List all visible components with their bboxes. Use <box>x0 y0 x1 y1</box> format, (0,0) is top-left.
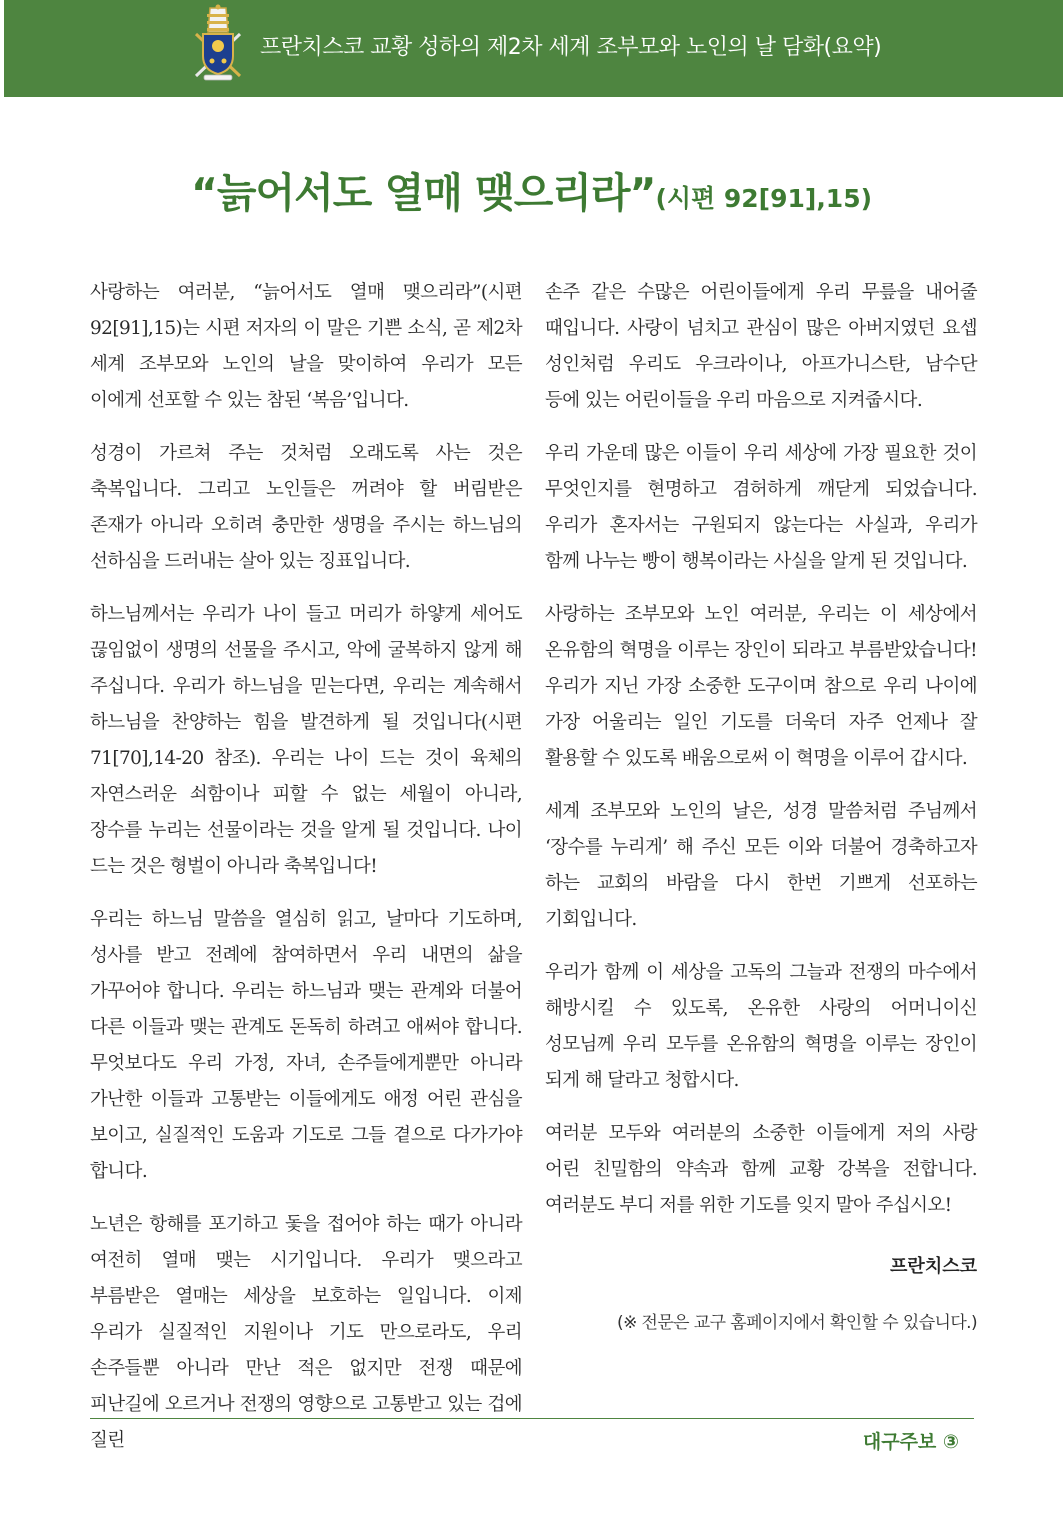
paragraph: 성경이 가르쳐 주는 것처럼 오래도록 사는 것은 축복입니다. 그리고 노인들은 꺼려야 할 버림받은 존재가 아니라 오히려 충만한 생명을 주시는 하느님의 선하심을 드러내는 살아 있는 징표입니다. <box>90 443 522 572</box>
left-column <box>90 275 522 1476</box>
footer-divider <box>90 1418 974 1419</box>
paragraph: 세계 조부모와 노인의 날은, 성경 말씀처럼 주님께서 ‘장수를 누리게’ 해 주신 모든 이와 더불어 경축하고자 하는 교회의 바람을 다시 한번 기쁘게 선포하는 기회입니다. <box>545 801 977 930</box>
header-title: 프란치스코 교황 성하의 제2차 세계 조부모와 노인의 날 담화(요약) <box>260 35 882 60</box>
right-column <box>545 275 977 1333</box>
title-quote: “늙어서도 열매 맺으리라” <box>190 169 656 217</box>
footer-page-label: 대구주보 ③ <box>862 1431 959 1453</box>
homepage-note: (※ 전문은 교구 홈페이지에서 확인할 수 있습니다.) <box>617 1313 977 1333</box>
paragraph: 노년은 항해를 포기하고 돛을 접어야 하는 때가 아니라 여전히 열매 맺는 시기입니다. 우리가 맺으라고 부름받은 열매는 세상을 보호하는 일입니다. 이제 우리가 실질적인 지원이나 기도 만으로라도, 우리 손주들뿐 아니라 만난 적은 없지만 전쟁 때문에 피난길에 오르거나 전쟁의 영향으로 고통받고 있는 겁에 질린 <box>90 1214 522 1451</box>
paragraph: 우리는 하느님 말씀을 열심히 읽고, 날마다 기도하며, 성사를 받고 전례에 참여하면서 우리 내면의 삶을 가꾸어야 합니다. 우리는 하느님과 맺는 관계와 더불어 다른 이들과 맺는 관계도 돈독히 하려고 애써야 합니다. 무엇보다도 우리 가정, 자녀, 손주들에게뿐만 아니라 가난한 이들과 고통받는 이들에게도 애정 어린 관심을 보이고, 실질적인 도움과 기도로 그들 곁으로 다가가야 합니다. <box>90 909 522 1182</box>
paragraph: 사랑하는 조부모와 노인 여러분, 우리는 이 세상에서 온유함의 혁명을 이루는 장인이 되라고 부름받았습니다! 우리가 지닌 가장 소중한 도구이며 참으로 우리 나이에 가장 어울리는 일인 기도를 더욱더 자주 언제나 잘 활용할 수 있도록 배움으로써 이 혁명을 이루어 갑시다. <box>545 604 977 769</box>
papal-tiara-icon <box>207 5 229 33</box>
paragraph: 손주 같은 수많은 어린이들에게 우리 무릎을 내어줄 때입니다. 사랑이 넘치고 관심이 많은 아버지였던 요셉 성인처럼 우리도 우크라이나, 아프가니스탄, 남수단 등에 있는 어린이들을 우리 마음으로 지켜줍시다. <box>545 282 977 411</box>
page-title <box>0 160 1063 219</box>
papal-coat-of-arms-icon <box>190 4 246 82</box>
paragraph: 하느님께서는 우리가 나이 들고 머리가 하얗게 세어도 끊임없이 생명의 선물을 주시고, 악에 굴복하지 않게 해 주십니다. 우리가 하느님을 믿는다면, 우리는 계속해서 하느님을 찬양하는 힘을 발견하게 될 것입니다(시편 71[70],14-20 참조). 우리는 나이 드는 것이 육체의 자연스러운 쇠함이나 피할 수 없는 세월이 아니라, 장수를 누리는 선물이라는 것을 알게 될 것입니다. 나이 드는 것은 형벌이 아니라 축복입니다! <box>90 604 522 877</box>
paragraph: 우리 가운데 많은 이들이 우리 세상에 가장 필요한 것이 무엇인지를 현명하고 겸허하게 깨닫게 되었습니다. 우리가 혼자서는 구원되지 않는다는 사실과, 우리가 함께 나누는 빵이 행복이라는 사실을 알게 된 것입니다. <box>545 443 977 572</box>
paragraph: 사랑하는 여러분, “늙어서도 열매 맺으리라”(시편 92[91],15)는 시편 저자의 이 말은 기쁜 소식, 곧 제2차 세계 조부모와 노인의 날을 맞이하여 우리가 모든 이에게 선포할 수 있는 참된 ‘복음’입니다. <box>90 282 522 411</box>
title-reference: (시편 92[91],15) <box>655 184 873 213</box>
paragraph: 여러분 모두와 여러분의 소중한 이들에게 저의 사랑 어린 친밀함의 약속과 함께 교황 강복을 전합니다. 여러분도 부디 저를 위한 기도를 잊지 말아 주십시오! <box>545 1123 977 1216</box>
paragraph: 우리가 함께 이 세상을 고독의 그늘과 전쟁의 마수에서 해방시킬 수 있도록, 온유한 사랑의 어머니이신 성모님께 우리 모두를 온유함의 혁명을 이루는 장인이 되게 해 달라고 청합시다. <box>545 962 977 1091</box>
signature: 프란치스코 <box>890 1256 977 1277</box>
